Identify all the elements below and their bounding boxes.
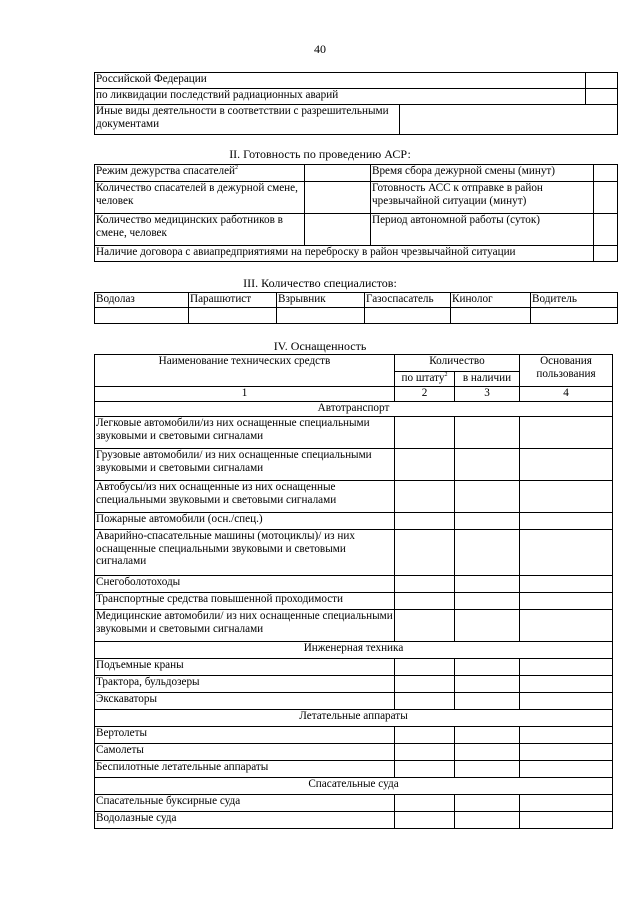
column-number: 1 <box>95 387 395 402</box>
activity-value-cell <box>586 89 618 105</box>
value-cell <box>520 576 613 593</box>
header-quantity: Количество <box>395 355 520 372</box>
table-row <box>95 449 613 481</box>
value-cell <box>455 727 520 744</box>
column-number: 4 <box>520 387 613 402</box>
value-cell <box>395 449 455 481</box>
value-cell <box>189 308 277 324</box>
value-cell <box>520 693 613 710</box>
activity-row-1: Российской Федерации <box>95 73 586 89</box>
value-cell <box>395 659 455 676</box>
header-staff: по штату$^2$ <box>395 372 455 387</box>
header-name: Наименование технических средств <box>95 355 395 387</box>
value-cell <box>520 761 613 778</box>
value-cell <box>395 530 455 576</box>
specialist-header: Взрывник <box>277 293 365 308</box>
table-row <box>95 659 613 676</box>
specialist-header: Водитель <box>531 293 618 308</box>
group-header: Летательные аппараты <box>95 710 613 727</box>
value-cell <box>455 659 520 676</box>
table-row <box>95 727 613 744</box>
specialist-header: Газоспасатель <box>365 293 451 308</box>
table-row <box>95 417 613 449</box>
table-row <box>95 593 613 610</box>
equipment-name: Экскаваторы <box>95 693 395 710</box>
equipment-name: Водолазные суда <box>95 812 395 829</box>
value-cell <box>455 576 520 593</box>
equipment-name: Легковые автомобили/из них оснащенные специальными звуковыми и световыми сигналами <box>95 417 395 449</box>
table-row <box>95 676 613 693</box>
specialist-header: Кинолог <box>451 293 531 308</box>
value-cell <box>395 761 455 778</box>
value-cell <box>395 610 455 642</box>
value-cell <box>395 693 455 710</box>
value-cell <box>520 659 613 676</box>
autonomy-label: Период автономной работы (суток) <box>371 214 594 246</box>
value-cell <box>594 182 618 214</box>
value-cell <box>520 727 613 744</box>
value-cell <box>365 308 451 324</box>
table-row <box>95 513 613 530</box>
value-cell <box>520 610 613 642</box>
equipment-name: Подъемные краны <box>95 659 395 676</box>
value-cell <box>455 812 520 829</box>
readiness-label: Готовность АСС к отправке в район чрезвычайной ситуации (минут) <box>371 182 594 214</box>
activity-row-2: по ликвидации последствий радиационных аварий <box>95 89 586 105</box>
specialists-table <box>94 292 618 324</box>
value-cell <box>395 676 455 693</box>
value-cell <box>395 593 455 610</box>
table-row <box>95 795 613 812</box>
table-row <box>95 812 613 829</box>
duty-mode-label: Режим дежурства спасателей$^2$ <box>95 165 305 182</box>
table-row <box>95 576 613 593</box>
header-available: в наличии <box>455 372 520 387</box>
value-cell <box>455 417 520 449</box>
equipment-name: Самолеты <box>95 744 395 761</box>
equipment-name: Беспилотные летательные аппараты <box>95 761 395 778</box>
value-cell <box>455 795 520 812</box>
value-cell <box>305 165 371 182</box>
table-row <box>95 744 613 761</box>
equipment-name: Спасательные буксирные суда <box>95 795 395 812</box>
value-cell <box>455 693 520 710</box>
value-cell <box>520 593 613 610</box>
value-cell <box>395 481 455 513</box>
value-cell <box>395 576 455 593</box>
value-cell <box>455 530 520 576</box>
section-3-title: III. Количество специалистов: <box>243 276 397 290</box>
value-cell <box>305 182 371 214</box>
table-row <box>95 610 613 642</box>
value-cell <box>395 417 455 449</box>
activity-value-cell <box>586 73 618 89</box>
value-cell <box>455 481 520 513</box>
value-cell <box>395 812 455 829</box>
value-cell <box>455 676 520 693</box>
page-number: 40 <box>314 42 326 56</box>
value-cell <box>455 593 520 610</box>
medics-count-label: Количество медицинских работников в смене, человек <box>95 214 305 246</box>
equipment-name: Снегоболотоходы <box>95 576 395 593</box>
table-row <box>95 693 613 710</box>
column-number: 3 <box>455 387 520 402</box>
value-cell <box>455 610 520 642</box>
value-cell <box>277 308 365 324</box>
value-cell <box>594 165 618 182</box>
equipment-name: Автобусы/из них оснащенные из них оснащенные специальными звуковыми и световыми сигналами <box>95 481 395 513</box>
value-cell <box>520 676 613 693</box>
value-cell <box>594 246 618 262</box>
equipment-name: Пожарные автомобили (осн./спец.) <box>95 513 395 530</box>
equipment-name: Транспортные средства повышенной проходимости <box>95 593 395 610</box>
value-cell <box>395 727 455 744</box>
value-cell <box>95 308 189 324</box>
equipment-name: Грузовые автомобили/ из них оснащенные специальными звуковыми и световыми сигналами <box>95 449 395 481</box>
value-cell <box>455 761 520 778</box>
activity-row-3: Иные виды деятельности в соответствии с разрешительными документами <box>95 105 400 135</box>
value-cell <box>520 812 613 829</box>
value-cell <box>395 513 455 530</box>
specialist-header: Водолаз <box>95 293 189 308</box>
value-cell <box>520 417 613 449</box>
air-contract-label: Наличие договора с авиапредприятиями на переброску в район чрезвычайной ситуации <box>95 246 594 262</box>
value-cell <box>594 214 618 246</box>
table-row <box>95 481 613 513</box>
value-cell <box>531 308 618 324</box>
value-cell <box>455 449 520 481</box>
value-cell <box>520 530 613 576</box>
column-number: 2 <box>395 387 455 402</box>
value-cell <box>305 214 371 246</box>
equipment-table <box>94 354 613 829</box>
value-cell <box>520 513 613 530</box>
shift-gather-label: Время сбора дежурной смены (минут) <box>371 165 594 182</box>
value-cell <box>395 795 455 812</box>
value-cell <box>520 795 613 812</box>
value-cell <box>455 744 520 761</box>
section-2-title: II. Готовность по проведению АСР: <box>229 147 411 161</box>
header-basis: Основания пользования <box>520 355 613 387</box>
group-header: Инженерная техника <box>95 642 613 659</box>
value-cell <box>520 744 613 761</box>
equipment-name: Вертолеты <box>95 727 395 744</box>
group-header: Спасательные суда <box>95 778 613 795</box>
readiness-table <box>94 164 618 262</box>
activity-value-cell <box>400 105 618 135</box>
value-cell <box>520 449 613 481</box>
section-4-title: IV. Оснащенность <box>273 339 367 353</box>
group-header: Автотранспорт <box>95 402 613 417</box>
value-cell <box>395 744 455 761</box>
value-cell <box>451 308 531 324</box>
table-row <box>95 761 613 778</box>
activities-table <box>94 72 618 135</box>
value-cell <box>520 481 613 513</box>
specialist-header: Парашютист <box>189 293 277 308</box>
equipment-name: Трактора, бульдозеры <box>95 676 395 693</box>
table-row <box>95 530 613 576</box>
equipment-name: Аварийно-спасательные машины (мотоциклы)/ из них оснащенные специальными звуковыми и световыми сигналами <box>95 530 395 576</box>
rescuers-count-label: Количество спасателей в дежурной смене, человек <box>95 182 305 214</box>
equipment-name: Медицинские автомобили/ из них оснащенные специальными звуковыми и световыми сигналами <box>95 610 395 642</box>
value-cell <box>455 513 520 530</box>
